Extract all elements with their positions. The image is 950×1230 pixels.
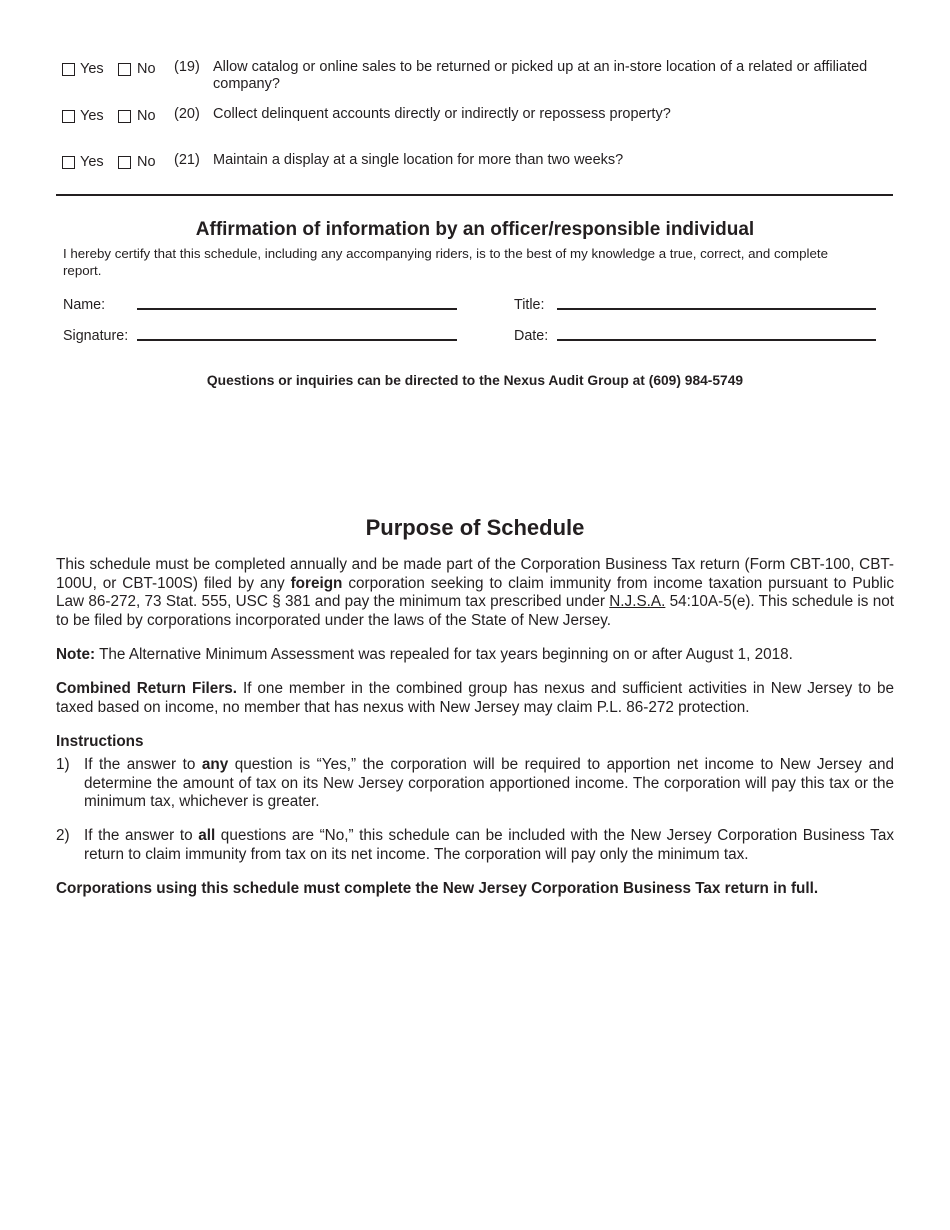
question-text: Collect delinquent accounts directly or indirectly or repossess property? <box>213 106 671 122</box>
note-label: Note: <box>56 646 96 663</box>
item-1-number: 1) <box>56 756 70 773</box>
yes-checkbox[interactable] <box>62 63 75 76</box>
signature-field[interactable] <box>137 339 457 341</box>
njsa-reference: N.J.S.A. <box>609 593 666 610</box>
yes-checkbox[interactable] <box>62 110 75 123</box>
yes-label: Yes <box>80 108 104 124</box>
no-label: No <box>137 61 156 77</box>
purpose-text-b: corporation seeking to claim immunity from income taxation pursuant to Public Law 86-272, 73 Stat. 555, USC § 381 and pay the minimum tax prescribed under <box>56 574 894 610</box>
question-text: Allow catalog or online sales to be returned or picked up at an in-store location of a related or affiliated company? <box>213 59 868 92</box>
yes-checkbox[interactable] <box>62 156 75 169</box>
no-checkbox[interactable] <box>118 156 131 169</box>
item-2-number: 2) <box>56 827 70 844</box>
no-label: No <box>137 154 156 170</box>
question-text: Maintain a display at a single location for more than two weeks? <box>213 152 624 168</box>
purpose-title: Purpose of Schedule <box>365 515 585 540</box>
question-number: (20) <box>174 106 200 122</box>
question-number: (19) <box>174 59 200 75</box>
note-text: The Alternative Minimum Assessment was repealed for tax years beginning on or after August 1, 2018. <box>95 646 793 663</box>
item-2-text-a: If the answer to <box>84 827 199 844</box>
purpose-text-a: This schedule must be completed annually and be made part of the Corporation Business Tax return (Form CBT-100, CBT-100U, or CBT-100S) filed by any <box>56 556 894 592</box>
date-label: Date: <box>514 328 549 344</box>
item-2-bold: all <box>198 827 216 844</box>
no-checkbox[interactable] <box>118 110 131 123</box>
name-field[interactable] <box>137 308 457 310</box>
closing-statement: Corporations using this schedule must complete the New Jersey Corporation Business Tax return in full. <box>56 880 819 897</box>
date-field[interactable] <box>557 339 876 341</box>
title-field[interactable] <box>557 308 876 310</box>
name-label: Name: <box>63 297 106 313</box>
purpose-bold: foreign <box>290 574 343 592</box>
instruction-item-1 <box>84 756 894 812</box>
yes-label: Yes <box>80 61 104 77</box>
certify-text: I hereby certify that this schedule, including any accompanying riders, is to the best of my knowledge a true, correct, and complete report. <box>63 246 828 278</box>
title-label: Title: <box>514 297 545 313</box>
yes-label: Yes <box>80 154 104 170</box>
instruction-item-2 <box>84 827 894 864</box>
signature-label: Signature: <box>63 328 129 344</box>
item-2-text-b: questions are “No,” this schedule can be included with the New Jersey Corporation Business Tax return to claim immunity from tax on its net income. The corporation will pay only the minimum tax. <box>84 827 894 863</box>
contact-text: Questions or inquiries can be directed to the Nexus Audit Group at (609) 984-5749 <box>206 373 744 388</box>
combined-paragraph <box>56 680 894 717</box>
purpose-paragraph <box>56 556 894 630</box>
item-1-bold: any <box>201 756 229 773</box>
no-label: No <box>137 108 156 124</box>
section-divider <box>56 194 893 196</box>
no-checkbox[interactable] <box>118 63 131 76</box>
combined-text: If one member in the combined group has nexus and sufficient activities in New Jersey to be taxed based on income, no member that has nexus with New Jersey may claim P.L. 86-272 protection. <box>56 680 894 716</box>
note-paragraph <box>56 646 894 665</box>
affirmation-title: Affirmation of information by an officer/responsible individual <box>195 219 755 240</box>
question-number: (21) <box>174 152 200 168</box>
instructions-heading: Instructions <box>56 733 144 750</box>
purpose-text-c: 54:10A-5(e). This schedule is not to be filed by corporations incorporated under the laws of the State of New Jersey. <box>56 593 894 629</box>
combined-label: Combined Return Filers. <box>56 680 238 697</box>
item-1-text-b: question is “Yes,” the corporation will be required to apportion net income to New Jersey and determine the amount of tax on its New Jersey corporation apportioned income. The corporation will pay this tax or the minimum tax, whichever is greater. <box>84 756 894 810</box>
item-1-text-a: If the answer to <box>84 756 202 773</box>
